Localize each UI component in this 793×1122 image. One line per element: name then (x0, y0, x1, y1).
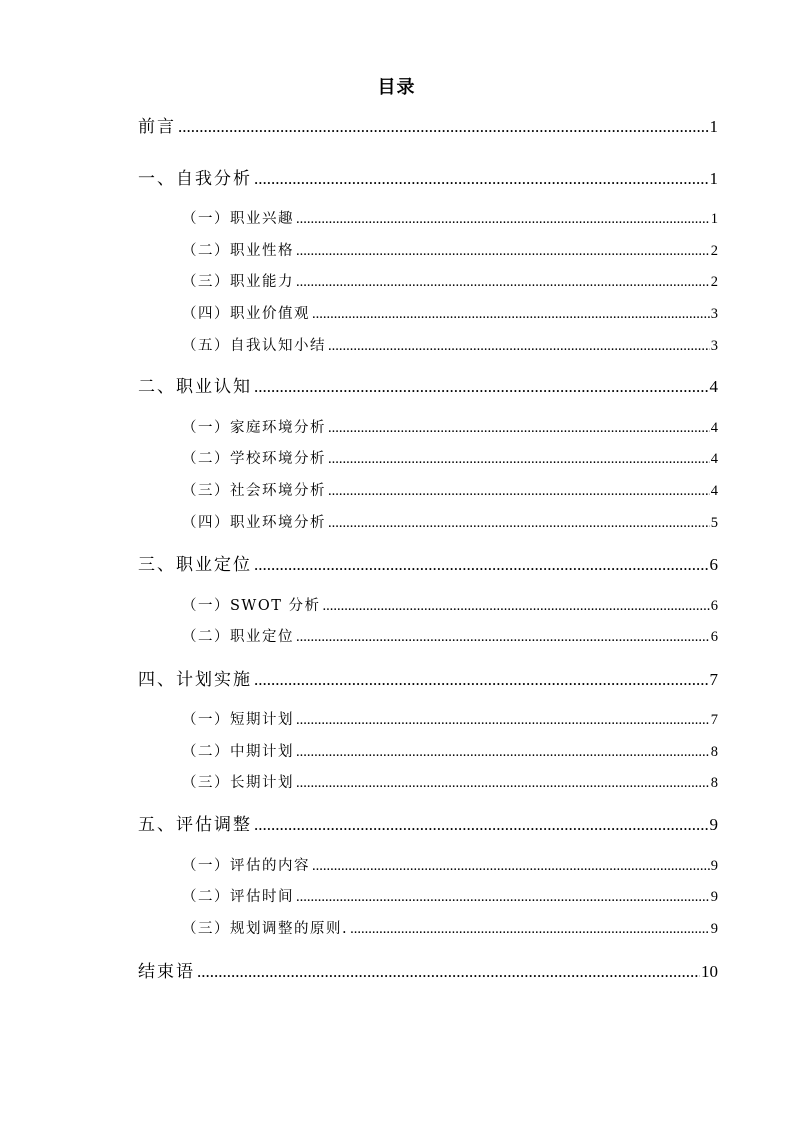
toc-leader-dots (296, 709, 710, 731)
toc-leader-dots (328, 512, 710, 534)
toc-leader-dots (296, 772, 710, 794)
toc-leader-dots (350, 918, 710, 940)
toc-page-number: 3 (710, 306, 718, 322)
page-title: 目录 (377, 77, 416, 98)
toc-page-number: 3 (710, 338, 718, 354)
toc-entry-section[interactable] (182, 208, 718, 230)
toc-page-number: 7 (710, 712, 718, 728)
toc-label: 结束语 (138, 962, 195, 982)
toc-label: （一）短期计划 (182, 712, 294, 728)
toc-entry-section[interactable] (182, 918, 718, 940)
toc-entry-section[interactable] (182, 595, 718, 617)
toc-leader-dots (254, 552, 709, 578)
toc-label: （五）自我认知小结 (182, 338, 326, 354)
toc-leader-dots (323, 595, 710, 617)
toc-page-number: 9 (710, 921, 718, 937)
toc-page-number: 6 (710, 598, 718, 614)
toc-page-number: 1 (709, 169, 718, 188)
toc-page-number: 1 (710, 211, 718, 227)
toc-page-number: 4 (710, 451, 718, 467)
toc-page-number: 9 (710, 889, 718, 905)
toc-leader-dots (254, 374, 709, 400)
toc-entry-section[interactable] (182, 417, 718, 439)
toc-entry-section[interactable] (182, 448, 718, 470)
toc-label: 三、职业定位 (138, 555, 252, 575)
toc-label: 前言 (138, 117, 176, 137)
toc-page-number: 9 (710, 858, 718, 874)
toc-label: （一）家庭环境分析 (182, 420, 326, 436)
toc-page-number: 6 (709, 555, 718, 574)
toc-entry-section[interactable] (182, 709, 718, 731)
toc-label: （二）评估时间 (182, 889, 294, 905)
toc-entry-section[interactable] (182, 271, 718, 293)
toc-leader-dots (296, 626, 710, 648)
toc-leader-dots (296, 886, 710, 908)
toc-leader-dots (296, 208, 710, 230)
toc-page-number: 10 (701, 962, 718, 981)
toc-page-number: 2 (710, 243, 718, 259)
toc-entry-section[interactable] (182, 512, 718, 534)
toc-label: （四）职业价值观 (182, 306, 310, 322)
toc-page-number: 1 (709, 117, 718, 136)
toc-label: （一）评估的内容 (182, 858, 310, 874)
toc-entry-section[interactable] (182, 741, 718, 763)
toc-label: 二、职业认知 (138, 377, 252, 397)
toc-entry-chapter-4[interactable] (138, 667, 718, 693)
toc-leader-dots (312, 855, 710, 877)
toc-label: 一、自我分析 (138, 169, 252, 189)
toc-entry-section[interactable] (182, 240, 718, 262)
toc-label: 四、计划实施 (138, 670, 252, 690)
toc-label: （三）规划调整的原则. (182, 921, 349, 937)
toc-leader-dots (296, 741, 710, 763)
toc-leader-dots (328, 335, 710, 357)
toc-entry-closing[interactable] (138, 959, 718, 985)
toc-entry-section[interactable] (182, 303, 718, 325)
toc-label: （一）职业兴趣 (182, 211, 294, 227)
toc-label: （二）职业性格 (182, 243, 294, 259)
toc-leader-dots (254, 166, 709, 192)
toc-page-number: 2 (710, 274, 718, 290)
toc-page-number: 4 (710, 483, 718, 499)
toc-page-number: 4 (709, 377, 718, 396)
toc-leader-dots (197, 959, 700, 985)
toc-label: （三）职业能力 (182, 274, 294, 290)
toc-page-number: 8 (710, 744, 718, 760)
toc-entry-section[interactable] (182, 886, 718, 908)
toc-label: （三）长期计划 (182, 775, 294, 791)
toc-leader-dots (328, 448, 710, 470)
toc-leader-dots (296, 240, 710, 262)
toc-label: （二）中期计划 (182, 744, 294, 760)
toc-leader-dots (328, 417, 710, 439)
toc-page-number: 8 (710, 775, 718, 791)
toc-page-number: 7 (709, 670, 718, 689)
toc-leader-dots (312, 303, 710, 325)
toc-leader-dots (296, 271, 710, 293)
toc-leader-dots (254, 812, 709, 838)
toc-leader-dots (178, 114, 709, 140)
toc-entry-section[interactable] (182, 335, 718, 357)
toc-entry-chapter-2[interactable] (138, 374, 718, 400)
toc-label: （三）社会环境分析 (182, 483, 326, 499)
toc-entry-chapter-5[interactable] (138, 812, 718, 838)
toc-page-number: 6 (710, 629, 718, 645)
toc-entry-preface[interactable] (138, 114, 718, 140)
toc-page-number: 5 (710, 515, 718, 531)
toc-entry-chapter-1[interactable] (138, 166, 718, 192)
toc-page-number: 9 (709, 815, 718, 834)
toc-entry-section[interactable] (182, 480, 718, 502)
toc-label: 五、评估调整 (138, 815, 252, 835)
toc-label: （四）职业环境分析 (182, 515, 326, 531)
toc-label: （二）学校环境分析 (182, 451, 326, 467)
toc-entry-section[interactable] (182, 855, 718, 877)
toc-page-number: 4 (710, 420, 718, 436)
toc-label: （一）SWOT 分析 (182, 598, 321, 614)
toc-label: （二）职业定位 (182, 629, 294, 645)
toc-leader-dots (328, 480, 710, 502)
toc-entry-section[interactable] (182, 626, 718, 648)
toc-leader-dots (254, 667, 709, 693)
toc-entry-section[interactable] (182, 772, 718, 794)
toc-entry-chapter-3[interactable] (138, 552, 718, 578)
